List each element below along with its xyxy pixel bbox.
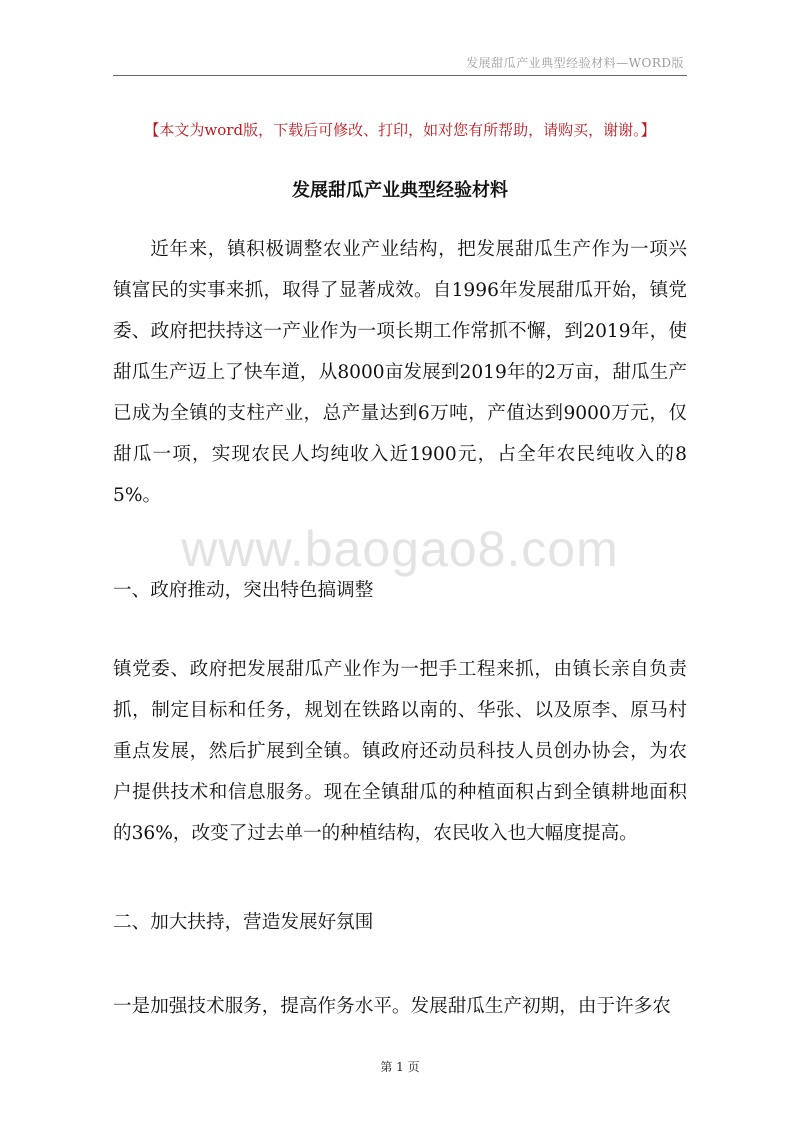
page-number: 第 1 页 xyxy=(380,1060,420,1074)
watermark: www.baogao8.com xyxy=(181,521,619,577)
document-title: 发展甜瓜产业典型经验材料 xyxy=(292,180,508,201)
body-paragraph-section-1: 镇党委、政府把发展甜瓜产业作为一把手工程来抓，由镇长亲自负责抓，制定目标和任务，规划在铁路以南的、华张、以及原李、原马村重点发展，然后扩展到全镇。镇政府还动员科技人员创办协会，为农户提供技术和信息服务。现在全镇甜瓜的种植面积占到全镇耕地面积的36%，改变了过去单一的种植结构，农民收入也大幅度提高。 xyxy=(113,659,687,844)
body-paragraph-section-2: 一是加强技术服务，提高作务水平。发展甜瓜生产初期，由于许多农 xyxy=(113,996,671,1017)
purchase-notice: 【本文为word版，下载后可修改、打印，如对您有所帮助，请购买，谢谢。】 xyxy=(144,121,656,139)
section-heading-2: 二、加大扶持，营造发展好氛围 xyxy=(113,912,374,933)
body-paragraph-intro: 近年来，镇积极调整农业产业结构，把发展甜瓜生产作为一项兴镇富民的实事来抓，取得了显著成效。自1996年发展甜瓜开始，镇党委、政府把扶持这一产业作为一项长期工作常抓不懈，到2019年，使甜瓜生产迈上了快车道，从8000亩发展到2019年的2万亩，甜瓜生产已成为全镇的支柱产业，总产量达到6万吨，产值达到9000万元，仅甜瓜一项，实现农民人均纯收入近1900元，占全年农民纯收入的85%。 xyxy=(113,239,687,506)
header-divider xyxy=(113,75,687,76)
running-header: 发展甜瓜产业典型经验材料—WORD版 xyxy=(466,56,684,70)
section-heading-1: 一、政府推动，突出特色搞调整 xyxy=(113,580,374,601)
